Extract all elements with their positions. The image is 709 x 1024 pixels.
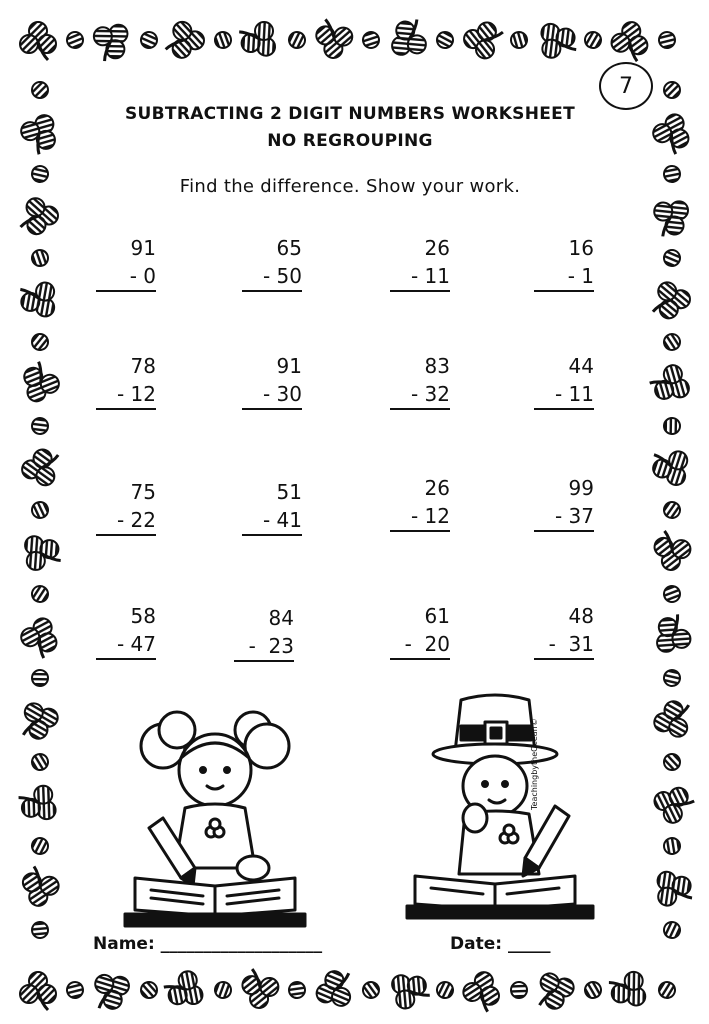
- problem-3: [390, 234, 450, 292]
- striped-circle-icon: [29, 247, 50, 268]
- striped-circle-icon: [664, 82, 680, 98]
- shamrock-icon: [17, 614, 63, 661]
- shamrock-icon: [647, 442, 696, 492]
- striped-circle-icon: [30, 752, 49, 771]
- problem-12: [534, 474, 594, 532]
- minuend: 83: [424, 354, 450, 378]
- subtrahend: - 12: [96, 380, 156, 410]
- problem-4: [534, 234, 594, 292]
- shamrock-icon: [649, 781, 697, 827]
- striped-circle-icon: [30, 500, 51, 521]
- striped-circle-icon: [508, 979, 531, 1002]
- striped-circle-icon: [661, 163, 683, 185]
- instructions: Find the difference. Show your work.: [179, 176, 521, 197]
- minuend: 26: [424, 236, 450, 260]
- striped-circle-icon: [664, 754, 681, 771]
- striped-circle-icon: [583, 980, 603, 1000]
- subtrahend: - 32: [390, 380, 450, 410]
- striped-circle-icon: [31, 333, 49, 351]
- striped-circle-icon: [29, 667, 52, 690]
- shamrock-icon: [19, 197, 59, 235]
- minuend: 99: [568, 476, 594, 500]
- striped-circle-icon: [141, 982, 158, 999]
- shamrock-icon: [16, 698, 62, 743]
- shamrock-icon: [645, 191, 697, 243]
- problem-8: [534, 352, 594, 410]
- minuend: 16: [568, 236, 594, 260]
- shamrock-icon: [16, 359, 64, 408]
- striped-circle-icon: [663, 333, 682, 352]
- name-field[interactable]: [93, 934, 322, 954]
- subtrahend: - 1: [534, 262, 594, 292]
- problem-16: [534, 602, 594, 660]
- striped-circle-icon: [661, 415, 684, 438]
- striped-circle-icon: [362, 981, 380, 999]
- problem-13: [96, 602, 156, 660]
- striped-circle-icon: [286, 979, 308, 1001]
- minuend: 61: [424, 604, 450, 628]
- striped-circle-icon: [29, 415, 51, 437]
- striped-circle-icon: [65, 30, 86, 51]
- problem-1: [96, 234, 156, 292]
- striped-circle-icon: [656, 29, 678, 51]
- shamrock-icon: [652, 530, 692, 572]
- subtrahend: - 11: [534, 380, 594, 410]
- subtrahend: - 23: [234, 632, 294, 662]
- striped-circle-icon: [212, 29, 233, 50]
- minuend: 84: [268, 606, 294, 630]
- shamrock-icon: [15, 108, 65, 159]
- minuend: 51: [276, 480, 302, 504]
- subtrahend: - 22: [96, 506, 156, 536]
- subtrahend: - 30: [242, 380, 302, 410]
- worksheet-subtitle: NO REGROUPING: [267, 131, 433, 151]
- shamrock-icon: [649, 110, 695, 157]
- striped-circle-icon: [661, 667, 683, 689]
- minuend: 65: [276, 236, 302, 260]
- name-blank[interactable]: ___________________: [160, 934, 323, 954]
- striped-circle-icon: [661, 583, 682, 604]
- striped-circle-icon: [508, 29, 530, 51]
- minuend: 58: [130, 604, 156, 628]
- page-number: 7: [619, 73, 633, 99]
- striped-circle-icon: [360, 29, 382, 51]
- shamrock-icon: [460, 969, 503, 1014]
- minuend: 26: [424, 476, 450, 500]
- shamrock-icon: [647, 863, 699, 915]
- striped-circle-icon: [30, 836, 50, 856]
- subtrahend: - 41: [242, 506, 302, 536]
- subtrahend: - 20: [390, 630, 450, 660]
- shamrock-icon: [86, 966, 136, 1016]
- problem-15: [390, 602, 450, 660]
- shamrock-icon: [646, 359, 697, 409]
- date-label: Date:: [450, 934, 503, 954]
- girl-reading-book-icon: [115, 708, 315, 930]
- shamrock-icon: [647, 609, 699, 661]
- problem-2: [242, 234, 302, 292]
- problem-11: [390, 474, 450, 532]
- leprechaun-boy-reading-book-icon: [405, 690, 605, 922]
- shamrock-icon: [311, 966, 360, 1014]
- problem-10: [242, 478, 302, 536]
- shamrock-icon: [603, 963, 655, 1015]
- subtrahend: - 47: [96, 630, 156, 660]
- problem-7: [390, 352, 450, 410]
- shamrock-icon: [13, 777, 65, 829]
- subtrahend: - 37: [534, 502, 594, 532]
- shamrock-icon: [532, 968, 578, 1013]
- name-label: Name:: [93, 934, 155, 954]
- striped-circle-icon: [212, 979, 233, 1000]
- shamrock-icon: [19, 447, 62, 489]
- striped-circle-icon: [661, 835, 683, 857]
- striped-circle-icon: [31, 585, 50, 604]
- shamrock-icon: [165, 21, 204, 58]
- shamrock-icon: [85, 15, 137, 67]
- shamrock-icon: [315, 19, 354, 59]
- subtrahend: - 50: [242, 262, 302, 292]
- shamrock-icon: [650, 697, 696, 742]
- striped-circle-icon: [662, 248, 683, 269]
- striped-circle-icon: [32, 82, 48, 98]
- problem-6: [242, 352, 302, 410]
- striped-circle-icon: [64, 979, 86, 1001]
- shamrock-icon: [531, 15, 583, 67]
- shamrock-icon: [462, 20, 504, 60]
- minuend: 78: [130, 354, 156, 378]
- subtrahend: - 0: [96, 262, 156, 292]
- striped-circle-icon: [435, 980, 455, 1000]
- minuend: 91: [276, 354, 302, 378]
- shamrock-icon: [19, 865, 62, 909]
- striped-circle-icon: [583, 30, 603, 50]
- minuend: 91: [130, 236, 156, 260]
- shamrock-icon: [233, 13, 285, 65]
- shamrock-icon: [651, 280, 692, 319]
- subtrahend: - 11: [390, 262, 450, 292]
- shamrock-icon: [15, 527, 67, 579]
- shamrock-icon: [159, 964, 211, 1015]
- problem-9: [96, 478, 156, 536]
- striped-circle-icon: [287, 30, 307, 50]
- worksheet-title: SUBTRACTING 2 DIGIT NUMBERS WORKSHEET: [125, 104, 575, 124]
- shamrock-icon: [609, 20, 650, 63]
- minuend: 48: [568, 604, 594, 628]
- striped-circle-icon: [663, 501, 682, 520]
- shamrock-icon: [383, 965, 435, 1017]
- page-number-badge: [599, 62, 653, 110]
- striped-circle-icon: [657, 980, 676, 999]
- striped-circle-icon: [29, 163, 51, 185]
- minuend: 75: [130, 480, 156, 504]
- striped-circle-icon: [435, 30, 455, 50]
- problem-5: [96, 352, 156, 410]
- shamrock-icon: [20, 22, 56, 60]
- shamrock-icon: [383, 13, 435, 65]
- striped-circle-icon: [139, 30, 160, 51]
- shamrock-icon: [240, 968, 280, 1010]
- copyright-text: TeachingbytheOcean©: [530, 718, 539, 810]
- problem-14: [234, 604, 294, 662]
- date-blank[interactable]: _____: [507, 934, 551, 954]
- subtrahend: - 12: [390, 502, 450, 532]
- striped-circle-icon: [662, 920, 683, 941]
- minuend: 44: [568, 354, 594, 378]
- subtrahend: - 31: [534, 630, 594, 660]
- date-field[interactable]: [450, 934, 550, 954]
- shamrock-icon: [14, 273, 65, 325]
- striped-circle-icon: [29, 919, 52, 942]
- shamrock-icon: [20, 972, 56, 1010]
